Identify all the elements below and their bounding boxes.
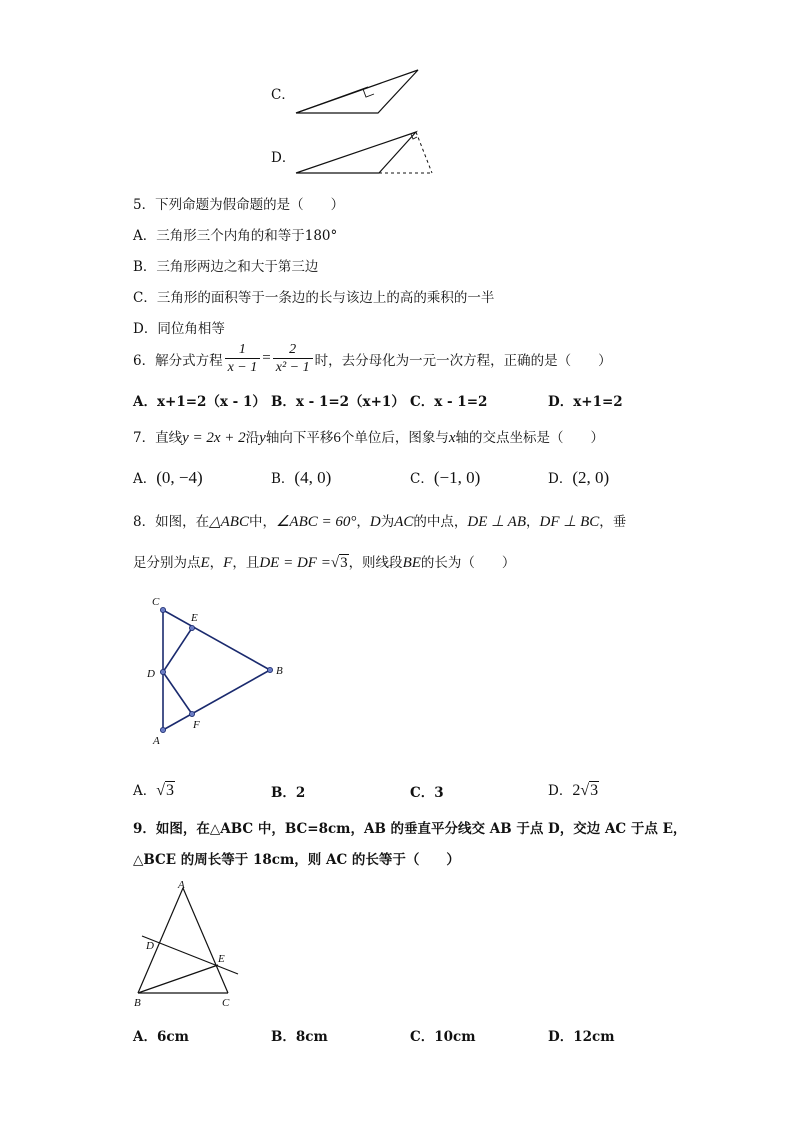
q9-fig-label-a: A	[178, 879, 185, 891]
q7-line-expr: y = 2x + 2	[182, 430, 246, 446]
q6-fraction-1: $\frac{1}{x - 1}$	[225, 341, 261, 376]
q9-option-a: A．6cm	[133, 1029, 189, 1045]
q6-option-d: D．x+1=2	[548, 394, 623, 410]
q8-fig-label-f: F	[193, 719, 200, 731]
q5-option-a: A．三角形三个内角的和等于180°	[133, 228, 338, 244]
q4-option-c-label: C．	[271, 87, 295, 103]
q6-equals: =	[262, 350, 271, 366]
q6-suffix: 时，去分母化为一元一次方程，正确的是（ ）	[314, 352, 612, 369]
q7-stem: 7．直线y = 2x + 2沿y轴向下平移6个单位后，图象与x轴的交点坐标是（ ）	[133, 430, 604, 446]
q8-stem-line1: 8．如图，在△ABC中，∠ABC = 60°，D为AC的中点，DE ⊥ AB，DF ⊥ BC，垂	[133, 514, 627, 530]
q9-fig-label-e: E	[218, 953, 225, 965]
q9-option-c: C．10cm	[410, 1029, 476, 1045]
q9-option-d: D．12cm	[548, 1029, 615, 1045]
q8-fig-label-b: B	[276, 665, 283, 677]
q6-prefix: 6．解分式方程	[133, 352, 223, 369]
q4-option-c-figure	[290, 66, 425, 118]
q9-fig-label-d: D	[146, 940, 154, 952]
q9-fig-label-c: C	[222, 997, 230, 1009]
q6-option-b: B．x - 1=2（x+1）	[271, 394, 405, 410]
q8-fig-label-c: C	[152, 596, 160, 608]
q5-option-b: B．三角形两边之和大于第三边	[133, 259, 319, 275]
q7-option-b: B．(4, 0)	[271, 468, 332, 487]
q6-option-a: A．x+1=2（x - 1）	[133, 394, 266, 410]
q4-option-d-label: D．	[271, 150, 296, 166]
q8-sqrt: √3	[330, 555, 348, 571]
q7-option-d: D．(2, 0)	[548, 468, 610, 487]
q8-option-a: A．√3	[133, 782, 175, 799]
q5-option-d: D．同位角相等	[133, 321, 225, 337]
q8-option-b: B．2	[271, 785, 306, 801]
q8-fig-label-e: E	[191, 612, 198, 624]
q8-option-c: C．3	[410, 785, 444, 801]
q9-fig-label-b: B	[134, 997, 141, 1009]
q9-stem-line2: △BCE 的周长等于 18cm，则 AC 的长等于（ ）	[133, 852, 460, 868]
q9-stem-line1: 9．如图，在△ABC 中，BC=8cm，AB 的垂直平分线交 AB 于点 D，交边 AC 于点 E，	[133, 821, 687, 837]
q6-stem	[133, 341, 612, 376]
q8-fig-label-d: D	[147, 668, 155, 680]
q7-option-c: C．(−1, 0)	[410, 468, 481, 487]
q8-stem-line2: 足分别为点E，F，且DE = DF =√3，则线段BE的长为（ ）	[133, 555, 516, 571]
q8-option-d: D．2√3	[548, 782, 599, 799]
q8-fig-label-a: A	[153, 735, 160, 747]
q8-figure	[140, 592, 300, 750]
q4-option-d-figure	[290, 128, 440, 180]
q7-option-a: A．(0, −4)	[133, 468, 203, 487]
q9-figure	[128, 876, 248, 1011]
q6-fraction-2: $\frac{2}{\text{x² − 1}}$	[273, 341, 313, 376]
q5-stem: 5．下列命题为假命题的是（ ）	[133, 197, 345, 213]
q6-option-c: C．x - 1=2	[410, 394, 488, 410]
q5-option-c: C．三角形的面积等于一条边的长与该边上的高的乘积的一半	[133, 290, 495, 306]
q9-option-b: B．8cm	[271, 1029, 328, 1045]
